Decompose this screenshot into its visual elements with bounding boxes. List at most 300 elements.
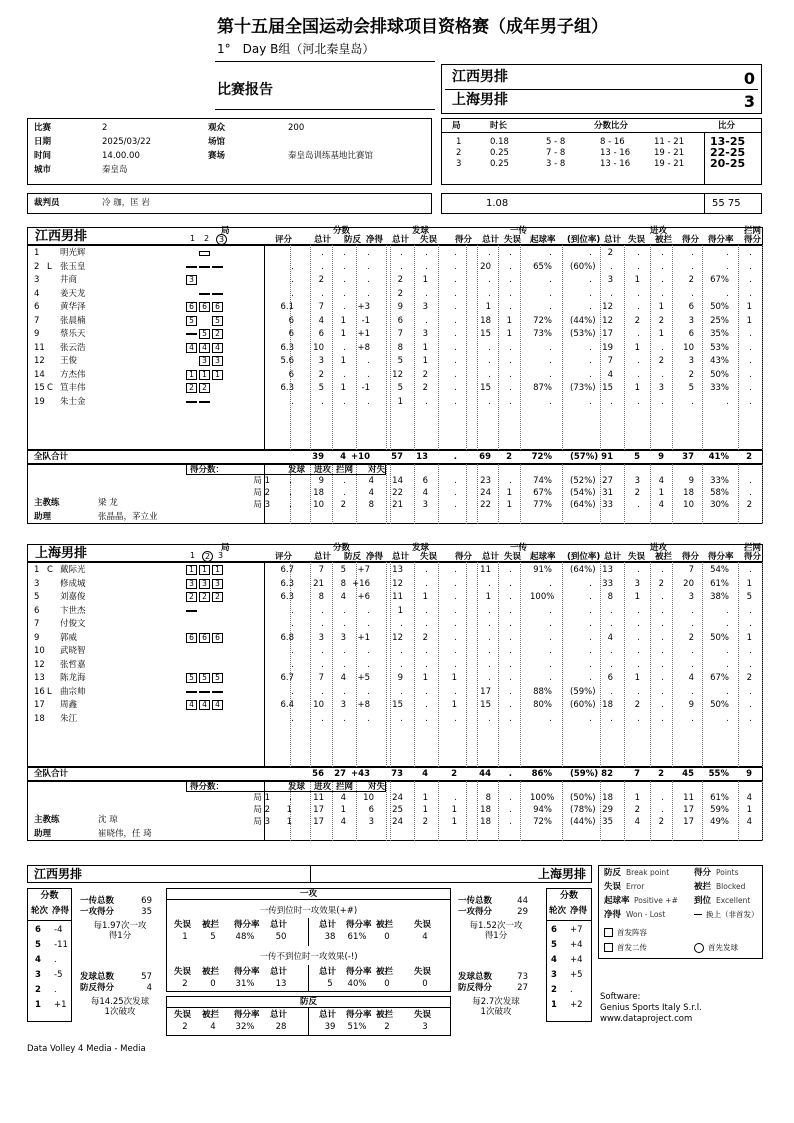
player-number: 11 <box>34 342 45 353</box>
report-title: 比赛报告 <box>217 82 273 98</box>
total-s3: 2 <box>451 769 457 779</box>
legend-desc: Positive +# <box>634 896 678 905</box>
per-set-s2: 6 <box>422 476 428 486</box>
stat-a5: 67% <box>710 673 729 683</box>
sets-hdr-partials: 分数比分 <box>594 121 629 131</box>
set-num: 3 <box>216 234 227 245</box>
stat-st: . <box>321 261 324 272</box>
points-hdr: 进攻 <box>314 465 332 475</box>
grid-hdr: 总计 <box>270 1010 288 1020</box>
referee-label: 裁判员 <box>34 198 60 208</box>
a-recv-total-label: 一传总数 <box>80 896 115 906</box>
player-number: 6 <box>34 302 40 312</box>
col-atk-total: 总计 <box>604 552 622 562</box>
stat-r3: . <box>549 646 552 656</box>
per-set-points: . <box>343 488 346 498</box>
points-hdr: 进攻 <box>314 782 332 792</box>
grid-hdr: 得分率 <box>234 1010 260 1020</box>
stat-s1: 15 <box>392 700 403 710</box>
stat-a4: 2 <box>688 632 694 643</box>
stat-r1: . <box>488 646 491 656</box>
stat-s1: 5 <box>397 356 403 366</box>
stat-st: 4 <box>318 315 324 326</box>
stat-a5: . <box>726 713 729 724</box>
stat-net: . <box>367 248 370 258</box>
per-set-r2: 1 <box>506 500 512 510</box>
stat-a5: 61% <box>710 578 729 589</box>
stat-r4: . <box>589 659 592 670</box>
col-net: 净得 <box>366 552 384 562</box>
per-set-points: 6 <box>368 805 374 815</box>
stat-a5: 67% <box>710 275 729 285</box>
per-set-r1: 24 <box>480 488 491 498</box>
stat-a4: 2 <box>688 275 694 285</box>
stat-s1: . <box>400 646 403 656</box>
team-name: 江西男排 <box>35 229 88 244</box>
per-set-a5: 30% <box>710 500 729 510</box>
col-vote: 评分 <box>275 235 293 245</box>
player-number: 12 <box>34 659 45 670</box>
stat-bp: . <box>343 369 346 380</box>
stat-r1: 17 <box>480 686 491 697</box>
stat-st: 7 <box>318 565 324 575</box>
set-partial: 3 - 8 <box>546 159 566 169</box>
per-set-a1: 35 <box>602 817 613 827</box>
col-recv-pos: 起球率 <box>530 235 556 245</box>
player-number: 17 <box>34 700 45 710</box>
col-atk-err: 失误 <box>628 552 646 562</box>
player-number: 16 <box>34 686 45 697</box>
stat-bp: . <box>343 302 346 312</box>
stat-s1: 9 <box>397 302 403 312</box>
team-b-sets: 3 <box>743 92 755 111</box>
stat-a5: 54% <box>710 565 729 575</box>
assistant-label: 助理 <box>34 512 52 522</box>
stat-r1: . <box>488 275 491 285</box>
stat-a4: . <box>691 619 694 629</box>
stat-st: 8 <box>318 592 324 602</box>
stat-st: 7 <box>318 302 324 312</box>
player-name: 朱江 <box>60 713 78 724</box>
per-set-points: 4 <box>340 793 346 803</box>
stat-s3: 1 <box>451 673 457 683</box>
referee-names: 冷 珈，匡 岩 <box>102 198 150 208</box>
stat-a4: . <box>691 713 694 724</box>
stat-r1: 11 <box>480 565 491 575</box>
stat-r1: 1 <box>485 592 491 602</box>
rule <box>762 781 763 841</box>
rotation-number: 1 <box>551 1000 557 1010</box>
stat-a4: 20 <box>683 578 694 589</box>
stat-r1: . <box>488 578 491 589</box>
stat-a4: 4 <box>688 673 694 683</box>
first-serve-icon <box>694 943 704 953</box>
player-role: C <box>47 383 53 393</box>
stat-bp: . <box>343 713 346 724</box>
grid-value: 38 <box>324 932 336 942</box>
software-company: Genius Sports Italy S.r.l. <box>600 1003 702 1013</box>
match-city: 秦皇岛 <box>102 165 128 175</box>
player-number: 9 <box>34 632 40 643</box>
rotation-number: 6 <box>551 925 557 935</box>
per-set-points: 4 <box>368 488 374 498</box>
stat-bp: . <box>343 288 346 299</box>
rule <box>520 464 521 524</box>
rule <box>466 562 467 767</box>
stat-s2: . <box>425 396 428 407</box>
stat-a5: 43% <box>710 356 729 366</box>
per-set-a3: 2 <box>658 817 664 827</box>
stat-a1: 15 <box>602 383 613 393</box>
stat-v: . <box>291 275 294 285</box>
stat-b: . <box>749 342 752 353</box>
stat-a3: . <box>661 261 664 272</box>
stat-s1: 8 <box>397 342 403 353</box>
grid-value: 2 <box>384 1022 390 1032</box>
stat-v: . <box>291 261 294 272</box>
stat-a1: . <box>610 261 613 272</box>
grid-hdr: 得分率 <box>234 920 260 930</box>
stat-b: 1 <box>746 302 752 312</box>
stat-r4: . <box>589 713 592 724</box>
player-number: 5 <box>34 592 40 602</box>
per-set-a4: 10 <box>683 500 694 510</box>
stat-a5: . <box>726 686 729 697</box>
stat-a1: 7 <box>607 356 613 366</box>
grid-hdr: 被拦 <box>376 967 394 977</box>
stat-r1: 15 <box>480 329 491 339</box>
total-r1: 44 <box>479 769 491 779</box>
stat-a1: 4 <box>607 369 613 380</box>
per-set-r4: (64%) <box>570 500 596 510</box>
stat-s2: . <box>425 261 428 272</box>
stat-bp: 1 <box>340 356 346 366</box>
col-serve-pts: 得分 <box>455 235 473 245</box>
stat-s2: . <box>425 605 428 616</box>
rule <box>562 464 563 524</box>
start-position: 3 <box>212 579 223 589</box>
stat-a3: . <box>661 565 664 575</box>
software-label: Software: <box>600 992 641 1002</box>
stat-a3: . <box>661 396 664 407</box>
player-name: 张云浩 <box>60 342 86 353</box>
total-a3: 9 <box>658 452 664 462</box>
stat-a2: . <box>637 659 640 670</box>
stat-a3: . <box>661 632 664 643</box>
stat-a2: 3 <box>634 578 640 589</box>
stat-st: . <box>321 646 324 656</box>
stat-b: . <box>749 565 752 575</box>
stat-bp: . <box>343 261 346 272</box>
stat-a4: . <box>691 396 694 407</box>
player-number: 7 <box>34 315 40 326</box>
stat-r4: . <box>589 248 592 258</box>
stat-bp: 5 <box>340 565 346 575</box>
stat-st: 5 <box>318 383 324 393</box>
col-block: 拦网 <box>744 226 762 236</box>
b-note2: 得1分 <box>484 931 508 941</box>
total-a3: 2 <box>658 769 664 779</box>
rotation-net: -11 <box>54 940 68 950</box>
per-set-a5: 33% <box>710 476 729 486</box>
starter-icon <box>604 928 613 937</box>
stat-a3: 2 <box>658 578 664 589</box>
stat-r2: . <box>509 713 512 724</box>
set-score: 22-25 <box>710 146 746 159</box>
stat-net: . <box>367 261 370 272</box>
rotation-net: +1 <box>54 1000 67 1010</box>
per-set-b: 2 <box>746 500 752 510</box>
stat-r3: . <box>549 396 552 407</box>
stat-v: . <box>291 646 294 656</box>
col-total: 总计 <box>314 552 332 562</box>
setter-icon <box>604 943 613 952</box>
stat-s1: 12 <box>392 632 403 643</box>
player-name: 黄华泽 <box>60 302 86 312</box>
player-number: 19 <box>34 396 45 407</box>
rotation-net: . <box>54 955 57 965</box>
col-atk-total: 总计 <box>604 235 622 245</box>
col-bp: 防反 <box>344 552 362 562</box>
stat-s1: . <box>400 659 403 670</box>
stat-a2: 1 <box>634 342 640 353</box>
per-set-s1: 21 <box>392 500 403 510</box>
grid-value: 39 <box>324 1022 336 1032</box>
per-set-a5: 59% <box>710 805 729 815</box>
stat-b: . <box>749 383 752 393</box>
per-set-label: 局 3 <box>253 817 270 827</box>
stat-st: . <box>321 288 324 299</box>
stat-s3: . <box>454 619 457 629</box>
stat-net: . <box>367 713 370 724</box>
stat-st: 6 <box>318 329 324 339</box>
start-position: 2 <box>199 592 210 602</box>
a-bp: 4 <box>146 983 152 993</box>
player-number: 3 <box>34 578 40 589</box>
label-arena: 赛场 <box>208 151 226 161</box>
total-duration: 1.08 <box>486 198 509 209</box>
rotation-number: 4 <box>35 955 41 965</box>
per-set-a5: 61% <box>710 793 729 803</box>
grid-value: 0 <box>210 979 216 989</box>
player-number: 1 <box>34 565 40 575</box>
col-atk-blocked: 被拦 <box>655 235 673 245</box>
total-a2: 7 <box>634 769 640 779</box>
stat-s2: 3 <box>422 329 428 339</box>
legend-desc: Error <box>626 882 645 891</box>
total-score: 55 75 <box>712 198 741 209</box>
start-position: 3 <box>186 579 197 589</box>
col-atk-pts: 得分 <box>682 552 700 562</box>
per-set-s1: 25 <box>392 805 403 815</box>
col-serve-total: 总计 <box>392 235 410 245</box>
stat-s3: . <box>454 369 457 380</box>
stat-a4: . <box>691 605 694 616</box>
stat-a4: 2 <box>688 369 694 380</box>
rule <box>562 781 563 841</box>
set-number: 3 <box>456 159 462 169</box>
start-position: 5 <box>186 673 197 683</box>
col-recv: 一传 <box>510 543 528 553</box>
per-set-s2: 2 <box>422 817 428 827</box>
total-s2: 13 <box>416 452 428 462</box>
grid-value: 32% <box>235 1022 255 1032</box>
grid-value: 2 <box>182 1022 188 1032</box>
stat-a1: 2 <box>607 248 613 258</box>
rotation-number: 4 <box>551 955 557 965</box>
per-set-r2: 1 <box>506 488 512 498</box>
per-set-a2: . <box>637 500 640 510</box>
stat-a5: . <box>726 659 729 670</box>
stat-a5: . <box>726 261 729 272</box>
legend-desc: Break point <box>626 868 670 877</box>
sub-dash <box>199 691 210 693</box>
per-set-s3: . <box>454 488 457 498</box>
stat-r3: . <box>549 659 552 670</box>
stat-r2: 1 <box>506 315 512 326</box>
rot-a-hdr: 分数 <box>40 891 59 901</box>
rotation-net: +2 <box>570 1000 583 1010</box>
stat-v: . <box>291 605 294 616</box>
stat-a5: 50% <box>710 632 729 643</box>
stat-r3: . <box>549 673 552 683</box>
rot-a-sub1: 轮次 <box>31 906 49 916</box>
per-set-s2: 1 <box>422 793 428 803</box>
per-set-s1: 14 <box>392 476 403 486</box>
stat-a4: 6 <box>688 302 694 312</box>
stat-s1: 2 <box>397 275 403 285</box>
legend-desc: Points <box>716 868 739 877</box>
stat-a4: . <box>691 288 694 299</box>
set-duration: 0.25 <box>490 148 509 158</box>
player-name: 张玉皇 <box>60 261 86 272</box>
grid-hdr: 得分率 <box>346 920 372 930</box>
stat-a1: 12 <box>602 302 613 312</box>
per-set-points: 17 <box>313 805 324 815</box>
stat-r1: . <box>488 396 491 407</box>
stat-net: . <box>367 659 370 670</box>
stat-s2: 2 <box>422 369 428 380</box>
stat-r2: . <box>509 396 512 407</box>
grid-hdr: 被拦 <box>202 920 220 930</box>
stat-s2: . <box>425 248 428 258</box>
rotation-net: . <box>570 985 573 995</box>
col-atk-blocked: 被拦 <box>655 552 673 562</box>
stat-v: 5.6 <box>280 356 294 366</box>
set-num: 1 <box>190 234 196 243</box>
stat-st: 10 <box>313 342 324 353</box>
col-bp: 防反 <box>344 235 362 245</box>
per-set-r3: 72% <box>533 817 552 827</box>
stat-s3: . <box>454 288 457 299</box>
per-set-a2: 4 <box>634 817 640 827</box>
per-set-a2: 3 <box>634 476 640 486</box>
start-position: 4 <box>199 700 210 710</box>
col-recv: 一传 <box>510 226 528 236</box>
stat-bp: . <box>343 248 346 258</box>
stat-r3: 65% <box>533 261 552 272</box>
b-bp-label: 防反得分 <box>458 983 493 993</box>
stat-s1: 12 <box>392 578 403 589</box>
grid-value: 4 <box>422 932 428 942</box>
stat-s1: . <box>400 248 403 258</box>
grid-hdr: 失误 <box>174 1010 192 1020</box>
player-number: 9 <box>34 329 40 339</box>
bench-marker <box>199 251 210 256</box>
stat-s3: . <box>454 592 457 602</box>
stat-a4: 10 <box>683 342 694 353</box>
stat-bp: . <box>343 275 346 285</box>
stat-r4: (53%) <box>570 329 596 339</box>
per-set-points: . <box>289 793 292 803</box>
stat-s2: . <box>425 315 428 326</box>
col-block: 拦网 <box>744 543 762 553</box>
stat-b: . <box>749 646 752 656</box>
per-set-points: 8 <box>368 500 374 510</box>
per-set-s3: 1 <box>451 817 457 827</box>
stat-r3: . <box>549 356 552 366</box>
col-serve-err: 失误 <box>420 235 438 245</box>
col-serve: 发球 <box>412 226 430 236</box>
stat-s3: . <box>454 578 457 589</box>
total-net: +10 <box>351 452 370 462</box>
per-set-r3: 74% <box>533 476 552 486</box>
stat-net: . <box>367 369 370 380</box>
per-set-r4: (78%) <box>570 805 596 815</box>
col-recv-err: 失误 <box>504 235 522 245</box>
stat-v: 6.7 <box>280 565 294 575</box>
stat-bp: . <box>343 646 346 656</box>
stat-v: 6.3 <box>280 592 294 602</box>
stat-r1: . <box>488 342 491 353</box>
player-number: 14 <box>34 369 45 380</box>
points-hdr: 对失 <box>368 465 386 475</box>
player-name: 方杰伟 <box>60 369 86 380</box>
stat-s3: . <box>454 646 457 656</box>
per-set-r4: (50%) <box>570 793 596 803</box>
grid-value: 0 <box>422 979 428 989</box>
stat-s3: . <box>454 565 457 575</box>
player-name: 卞世杰 <box>60 605 86 616</box>
player-number: 2 <box>34 261 40 272</box>
sub-dash <box>186 401 197 403</box>
stat-net: +1 <box>357 329 370 339</box>
stat-net: . <box>367 396 370 407</box>
legend-label: 起球率 <box>604 896 630 906</box>
start-position: 5 <box>212 316 223 326</box>
stat-a3: . <box>661 288 664 299</box>
grid-hdr: 失误 <box>174 967 192 977</box>
per-set-a1: 31 <box>602 488 613 498</box>
stat-a3: 2 <box>658 315 664 326</box>
stat-a1: 12 <box>602 315 613 326</box>
referee-box <box>27 193 432 214</box>
stat-r1: . <box>488 713 491 724</box>
grid-value: 4 <box>210 1022 216 1032</box>
legend-starter: 首发阵容 <box>617 928 647 937</box>
stat-a4: . <box>691 248 694 258</box>
coach-name: 梁 龙 <box>98 498 118 508</box>
stat-a3: . <box>661 659 664 670</box>
stat-r2: . <box>509 261 512 272</box>
stat-s1: 12 <box>392 369 403 380</box>
rotation-number: 3 <box>551 970 557 980</box>
arena-value: 秦皇岛训练基地比赛馆 <box>288 151 374 161</box>
stat-a1: 13 <box>602 565 613 575</box>
stat-a1: . <box>610 659 613 670</box>
stat-a1: 17 <box>602 329 613 339</box>
grid-value: 61% <box>347 932 367 942</box>
